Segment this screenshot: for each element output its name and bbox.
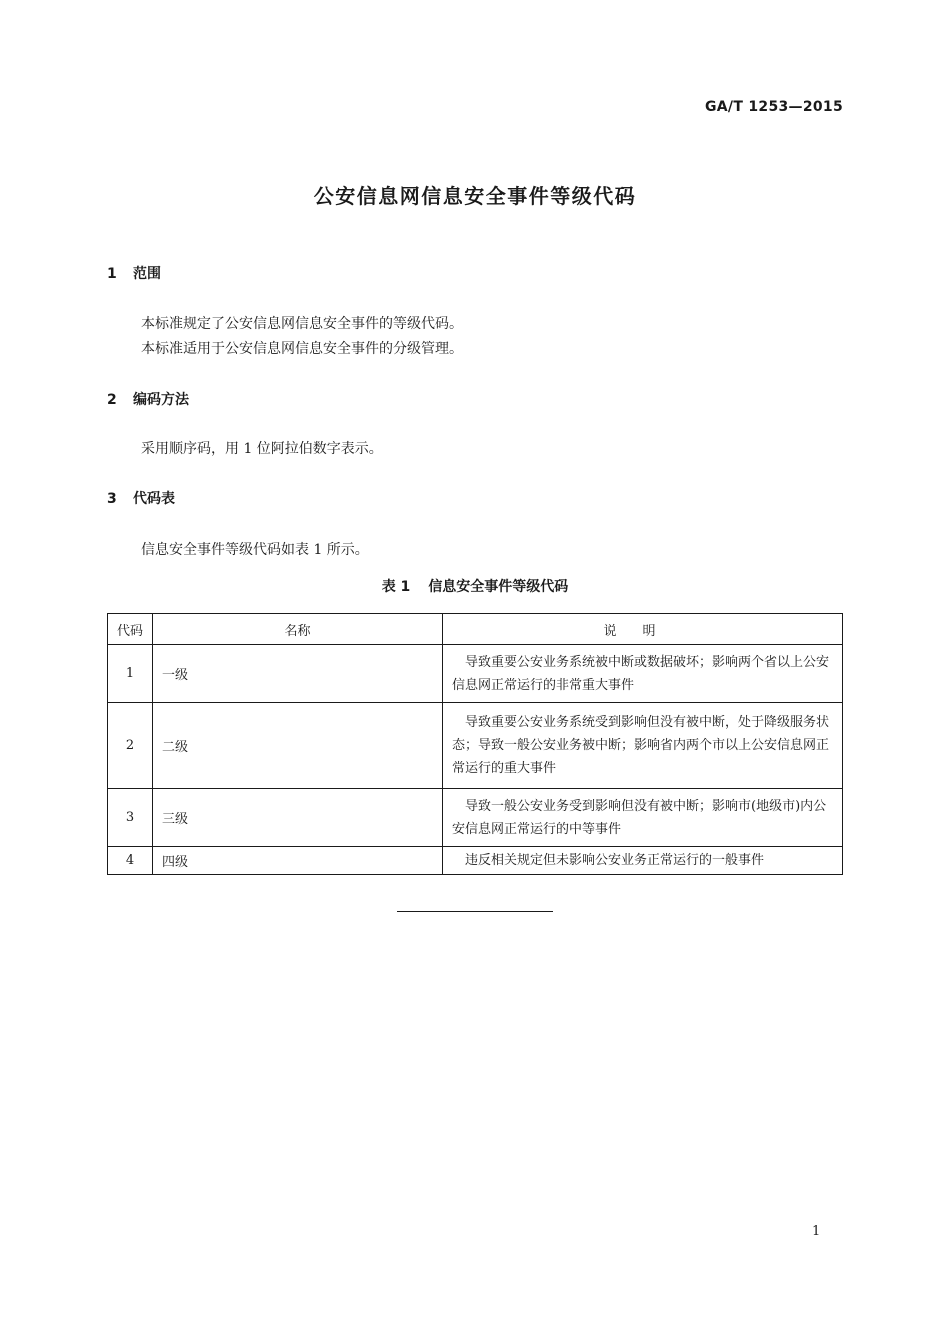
section-number: 2 [107, 392, 117, 408]
cell-description: 导致一般公安业务受到影响但没有被中断；影响市(地级市)内公安信息网正常运行的中等事件 [443, 789, 843, 847]
cell-name: 二级 [153, 703, 443, 789]
paragraph: 信息安全事件等级代码如表 1 所示。 [141, 542, 369, 558]
cell-code: 3 [108, 789, 153, 847]
header-code: 代码 [108, 614, 153, 645]
cell-code: 1 [108, 645, 153, 703]
header-description [443, 614, 843, 645]
page-number: 1 [812, 1224, 821, 1239]
cell-code: 4 [108, 847, 153, 875]
section-number: 3 [107, 491, 117, 507]
table-row [108, 703, 843, 789]
section-heading-code-table [107, 488, 175, 508]
table-row [108, 847, 843, 875]
paragraph: 本标准适用于公安信息网信息安全事件的分级管理。 [141, 341, 463, 357]
cell-description: 导致重要公安业务系统被中断或数据破坏；影响两个省以上公安信息网正常运行的非常重大事件 [443, 645, 843, 703]
table-caption-text: 信息安全事件等级代码 [428, 579, 569, 595]
table-row [108, 645, 843, 703]
section-heading-coding-method [107, 389, 189, 409]
section-number: 1 [107, 266, 117, 282]
section-title: 代码表 [133, 491, 175, 507]
paragraph: 本标准规定了公安信息网信息安全事件的等级代码。 [141, 316, 463, 332]
table-caption [0, 576, 950, 596]
cell-code: 2 [108, 703, 153, 789]
document-title: 公安信息网信息安全事件等级代码 [313, 184, 637, 208]
code-table [107, 613, 843, 875]
cell-name: 一级 [153, 645, 443, 703]
cell-description: 导致重要公安业务系统受到影响但没有被中断，处于降级服务状态；导致一般公安业务被中断；影响省内两个市以上公安信息网正常运行的重大事件 [443, 703, 843, 789]
section-title: 编码方法 [133, 392, 189, 408]
end-divider [397, 911, 553, 912]
cell-name: 四级 [153, 847, 443, 875]
table-caption-number: 表 1 [381, 579, 411, 595]
standard-code: GA/T 1253—2015 [705, 99, 843, 115]
table-header-row [108, 614, 843, 645]
table-row [108, 789, 843, 847]
section-title: 范围 [133, 266, 161, 282]
cell-name: 三级 [153, 789, 443, 847]
header-description-text: 说明 [603, 623, 682, 639]
section-heading-scope [107, 263, 161, 283]
header-name: 名称 [153, 614, 443, 645]
paragraph: 采用顺序码，用 1 位阿拉伯数字表示。 [141, 441, 383, 457]
cell-description: 违反相关规定但未影响公安业务正常运行的一般事件 [443, 847, 843, 875]
